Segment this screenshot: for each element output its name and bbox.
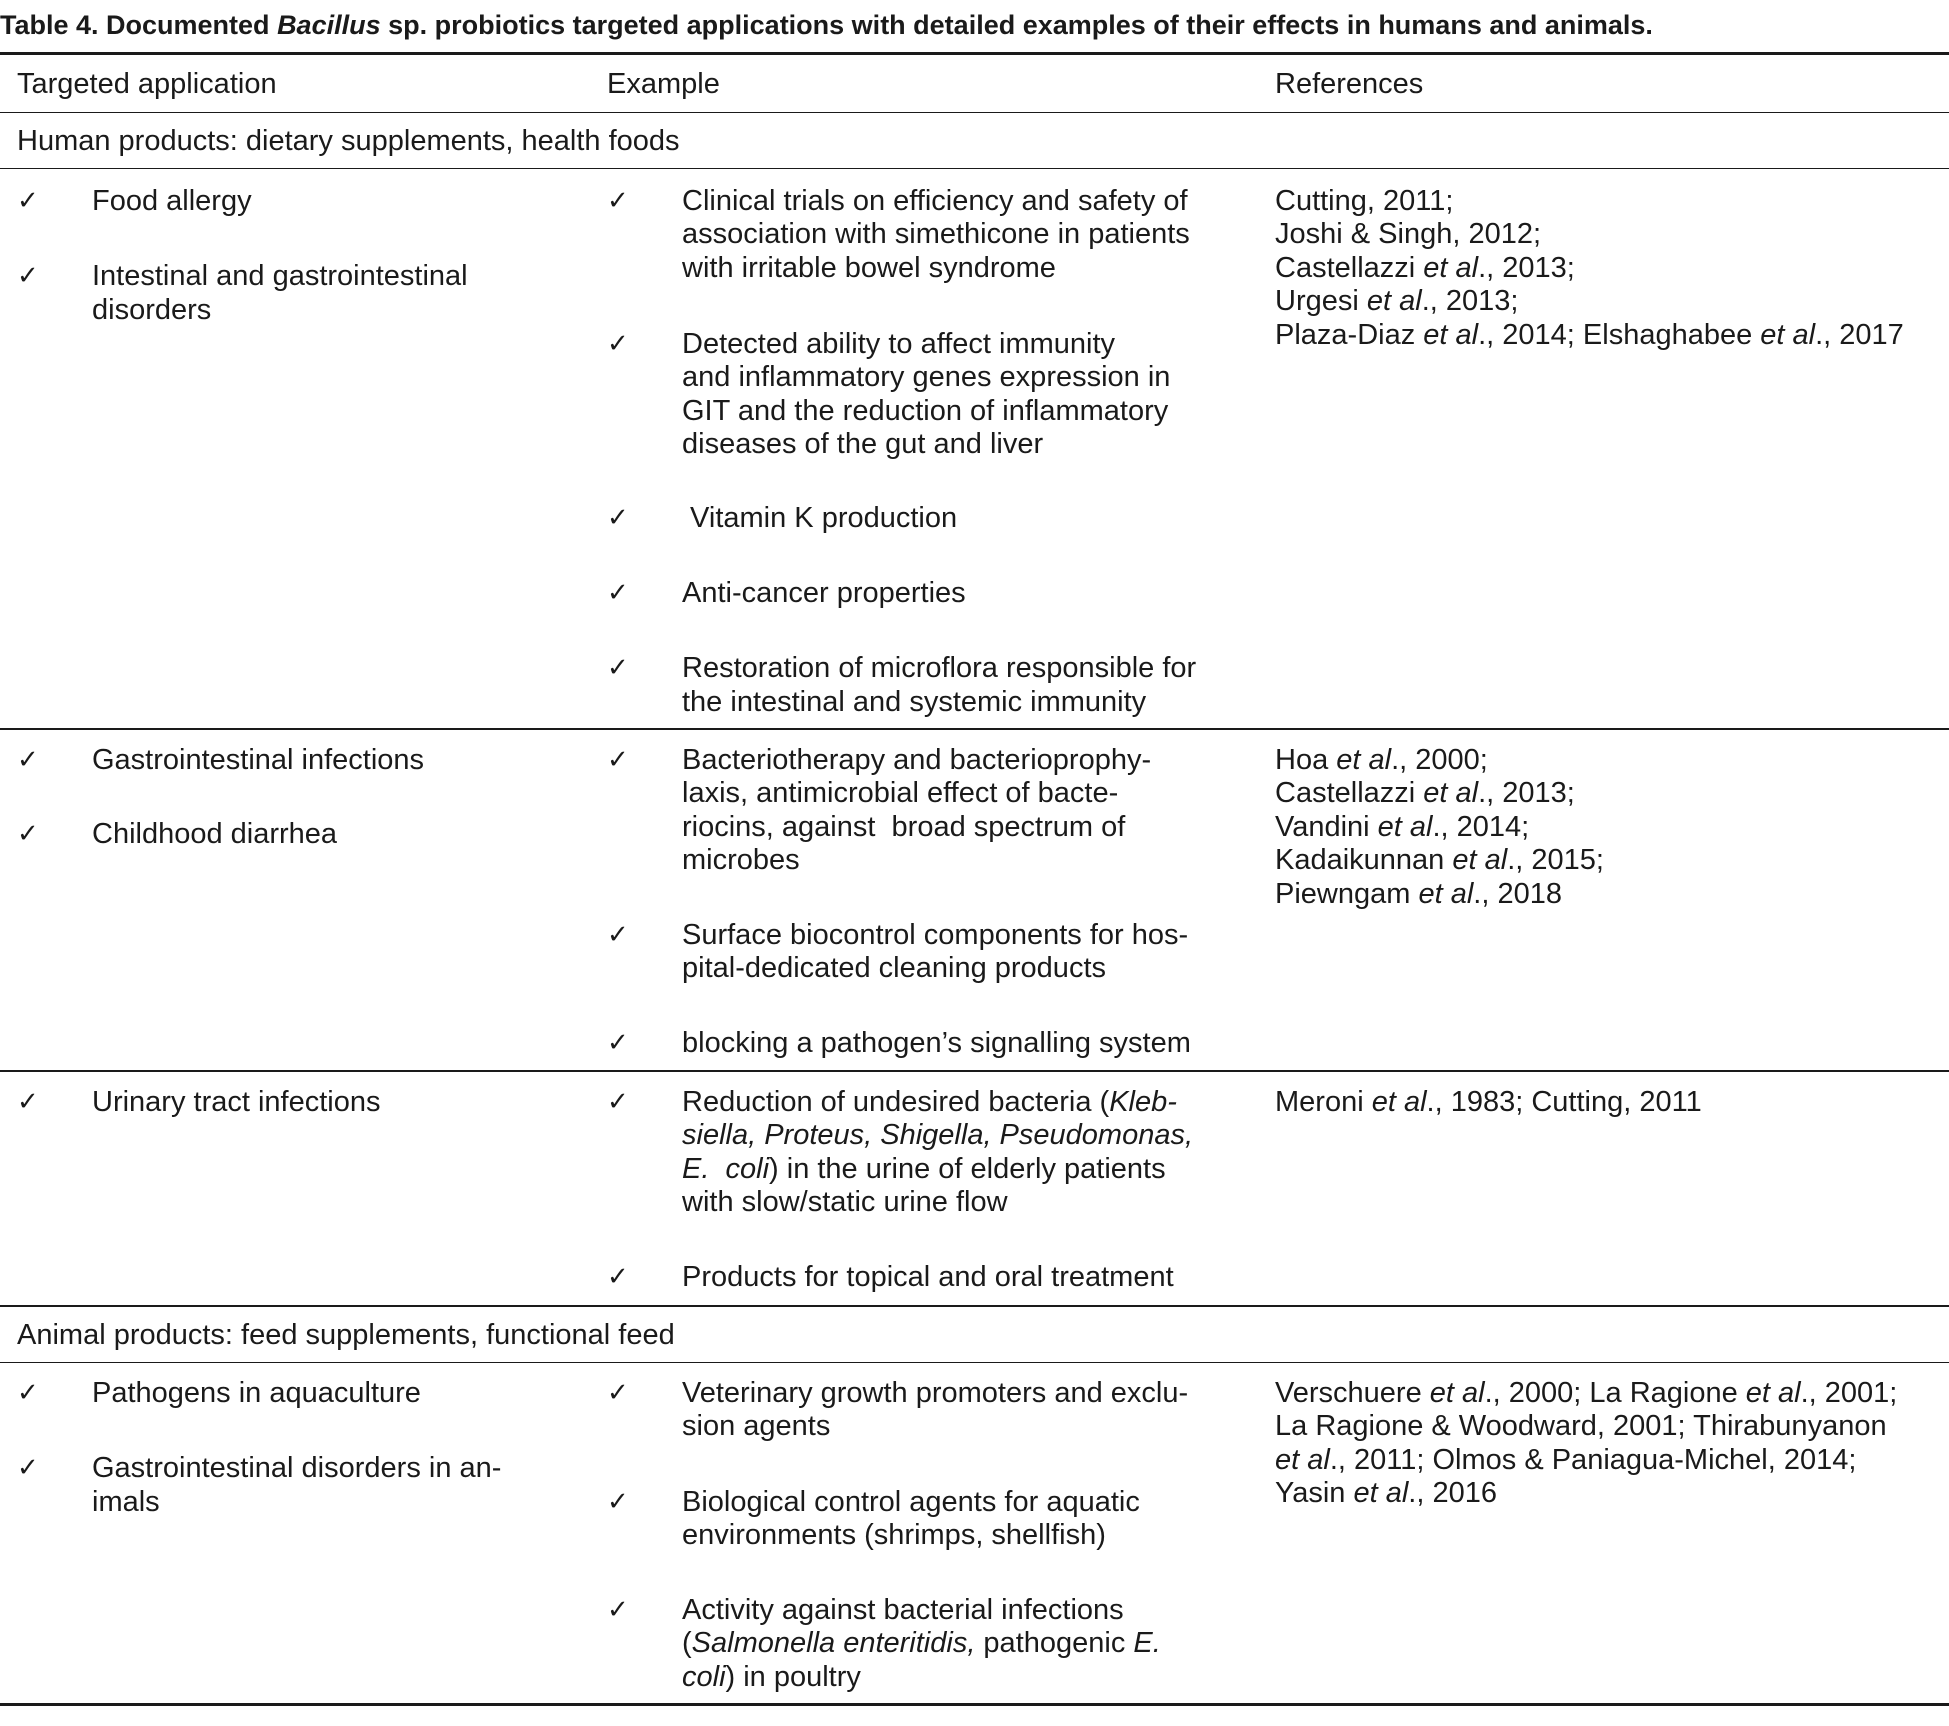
example-line: Detected ability to affect immunity xyxy=(682,328,1116,360)
reference-line: Meroni et al., 1983; Cutting, 2011 xyxy=(1275,1086,1702,1118)
check-icon: ✓ xyxy=(607,329,629,359)
group-rule-1 xyxy=(0,728,1949,730)
app-childhood-diarrhea: Childhood diarrhea xyxy=(92,818,338,850)
example-line: diseases of the gut and liver xyxy=(682,428,1044,460)
reference-line: Castellazzi et al., 2013; xyxy=(1275,777,1575,809)
top-rule xyxy=(0,52,1949,55)
reference-line: Hoa et al., 2000; xyxy=(1275,744,1488,776)
section-rule-animal xyxy=(0,1362,1949,1363)
example-line: and inflammatory genes expression in xyxy=(682,361,1171,393)
example-line: pital-dedicated cleaning products xyxy=(682,952,1106,984)
check-icon: ✓ xyxy=(607,503,629,533)
example-line: Biological control agents for aquatic xyxy=(682,1486,1140,1518)
example-line: siella, Proteus, Shigella, Pseudomonas, xyxy=(682,1119,1194,1151)
example-line: (Salmonella enteritidis, pathogenic E. xyxy=(682,1627,1161,1659)
example-line: Products for topical and oral treatment xyxy=(682,1261,1174,1293)
example-line: Reduction of undesired bacteria (Kleb- xyxy=(682,1086,1177,1118)
example-line: Surface biocontrol components for hos- xyxy=(682,919,1189,951)
example-line: Clinical trials on efficiency and safety of xyxy=(682,185,1188,217)
reference-line: Yasin et al., 2016 xyxy=(1275,1477,1497,1509)
check-icon: ✓ xyxy=(607,578,629,608)
example-line: riocins, against broad spectrum of xyxy=(682,811,1126,843)
example-line: laxis, antimicrobial effect of bacte- xyxy=(682,777,1119,809)
table-caption: Table 4. Documented Bacillus sp. probiotics targeted applications with detailed examples of their effects in humans and animals. xyxy=(0,10,1653,40)
check-icon: ✓ xyxy=(607,745,629,775)
reference-line: Urgesi et al., 2013; xyxy=(1275,285,1519,317)
check-icon: ✓ xyxy=(607,1028,629,1058)
group-rule-3 xyxy=(0,1305,1949,1307)
reference-line: Vandini et al., 2014; xyxy=(1275,811,1530,843)
check-icon: ✓ xyxy=(607,1595,629,1625)
reference-line: Kadaikunnan et al., 2015; xyxy=(1275,844,1604,876)
check-icon: ✓ xyxy=(607,920,629,950)
example-line: Veterinary growth promoters and exclu- xyxy=(682,1377,1189,1409)
header-example: Example xyxy=(607,68,720,100)
reference-line: Cutting, 2011; xyxy=(1275,185,1454,217)
example-line: GIT and the reduction of inflammatory xyxy=(682,395,1169,427)
check-icon: ✓ xyxy=(17,1453,39,1483)
example-line: with irritable bowel syndrome xyxy=(682,252,1056,284)
example-line: E. coli) in the urine of elderly patients xyxy=(682,1153,1166,1185)
check-icon: ✓ xyxy=(17,1378,39,1408)
check-icon: ✓ xyxy=(17,186,39,216)
app-intestinal-disorders: Intestinal and gastrointestinal xyxy=(92,260,468,292)
app-intestinal-disorders-cont: disorders xyxy=(92,294,212,326)
reference-line: Castellazzi et al., 2013; xyxy=(1275,252,1575,284)
reference-line: Piewngam et al., 2018 xyxy=(1275,878,1562,910)
reference-line: et al., 2011; Olmos & Paniagua-Michel, 2014; xyxy=(1275,1444,1857,1476)
example-line: microbes xyxy=(682,844,800,876)
example-line: sion agents xyxy=(682,1410,831,1442)
check-icon: ✓ xyxy=(607,186,629,216)
check-icon: ✓ xyxy=(607,1087,629,1117)
check-icon: ✓ xyxy=(607,1262,629,1292)
check-icon: ✓ xyxy=(607,1487,629,1517)
section-rule-human xyxy=(0,168,1949,169)
example-line: association with simethicone in patients xyxy=(682,218,1190,250)
check-icon: ✓ xyxy=(607,1378,629,1408)
check-icon: ✓ xyxy=(17,819,39,849)
example-line: Activity against bacterial infections xyxy=(682,1594,1124,1626)
example-line: coli) in poultry xyxy=(682,1661,861,1693)
example-line: Vitamin K production xyxy=(682,502,958,534)
example-line: Restoration of microflora responsible for xyxy=(682,652,1197,684)
app-gastrointestinal-infections: Gastrointestinal infections xyxy=(92,744,425,776)
check-icon: ✓ xyxy=(607,653,629,683)
example-line: Anti-cancer properties xyxy=(682,577,966,609)
group-rule-2 xyxy=(0,1070,1949,1072)
header-references: References xyxy=(1275,68,1424,100)
check-icon: ✓ xyxy=(17,745,39,775)
example-line: Bacteriotherapy and bacterioprophy- xyxy=(682,744,1152,776)
reference-line: Plaza-Diaz et al., 2014; Elshaghabee et al., 2017 xyxy=(1275,319,1904,351)
section-animal-products: Animal products: feed supplements, functional feed xyxy=(17,1319,675,1351)
app-urinary-tract-infections: Urinary tract infections xyxy=(92,1086,381,1118)
app-gi-disorders-animals: Gastrointestinal disorders in an- xyxy=(92,1452,502,1484)
check-icon: ✓ xyxy=(17,1087,39,1117)
reference-line: Verschuere et al., 2000; La Ragione et al., 2001; xyxy=(1275,1377,1898,1409)
reference-line: Joshi & Singh, 2012; xyxy=(1275,218,1542,250)
app-food-allergy: Food allergy xyxy=(92,185,252,217)
example-line: with slow/static urine flow xyxy=(682,1186,1008,1218)
app-pathogens-aquaculture: Pathogens in aquaculture xyxy=(92,1377,421,1409)
section-human-products: Human products: dietary supplements, health foods xyxy=(17,125,680,157)
reference-line: La Ragione & Woodward, 2001; Thirabunyanon xyxy=(1275,1410,1887,1442)
example-line: the intestinal and systemic immunity xyxy=(682,686,1147,718)
example-line: environments (shrimps, shellfish) xyxy=(682,1519,1106,1551)
example-line: blocking a pathogen’s signalling system xyxy=(682,1027,1191,1059)
app-gi-disorders-animals-cont: imals xyxy=(92,1486,160,1518)
check-icon: ✓ xyxy=(17,261,39,291)
bottom-rule xyxy=(0,1703,1949,1706)
header-rule xyxy=(0,112,1949,113)
header-targeted-application: Targeted application xyxy=(17,68,277,100)
